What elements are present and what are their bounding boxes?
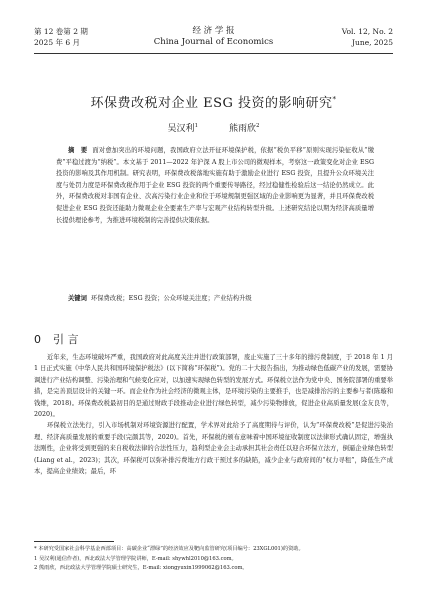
section-heading (34, 331, 91, 347)
author-name: 熊雨欣 (228, 124, 256, 134)
author (229, 124, 260, 134)
author-list (0, 121, 427, 134)
author (168, 124, 199, 134)
section-number: 0 (34, 333, 41, 346)
header-volume-info-en (342, 26, 393, 48)
footnote-author-1: 1 吴汉利(通信作者)，西北政法大学管理学院讲师，E-mail: shywhl2010@163.com。 (34, 555, 237, 562)
abstract (56, 145, 374, 226)
paper-title (0, 92, 427, 111)
abstract-label: 摘 要 (68, 147, 88, 154)
author-mark: 2 (255, 123, 260, 129)
header-volume-en: Vol. 12, No. 2 (341, 27, 393, 36)
abstract-text: 面对愈加突出的环境问题，我国政府立法开征环境保护税，依据“税负平移”原则实现污染征收从“缴费”平稳过渡为“纳税”。本文基于 2011—2022 年沪深 A 股上市公司的微观样本，考察这一政策变化对企业 ESG 投资的影响及其作用机制。研究表明，环保费改税落地实施有助于激励企业进行 ESG 投资，且提升公众环境关注度与处罚力度是环保费改税作用于企业 ESG 投资的两个重要传导路径，经过稳健性检验后这一结论仍然成立。此外，环保费改税对非国有企业、次高污染行业企业和位于环境规制更强区域的企业影响更为显著，并且环保费改税促进企业 ESG 投资还能助力微观企业全要素生产率与宏观产业结构转型升级。上述研究结论以期为经济高质量增长提供理论参考，为推进环境税制的完善提供决策依据。 (56, 147, 374, 224)
journal-name-en: China Journal of Economics (153, 37, 274, 47)
keywords (56, 293, 374, 304)
header-date: 2025 年 6 月 (34, 38, 81, 47)
keywords-label: 关键词 (68, 295, 87, 302)
paper-title-text: 环保费改税对企业 ESG 投资的影响研究 (90, 96, 333, 111)
keywords-text: 环保费改税；ESG 投资；公众环境关注度；产业结构升级 (90, 295, 252, 302)
header-date-en: June, 2025 (352, 38, 393, 47)
header-journal (34, 26, 393, 48)
footnote-author-2: 2 熊雨欣，西北政法大学管理学院硕士研究生，E-mail: xiongyuxin1999062@163.com。 (34, 565, 248, 571)
journal-name-cn: 经 济 学 报 (192, 26, 235, 36)
author-mark: 1 (194, 123, 199, 129)
header-volume: 第 12 卷第 2 期 (34, 27, 88, 36)
body-text (34, 352, 393, 477)
title-footnote-mark: * (332, 95, 337, 104)
body-paragraph: 近年来，生态环境破坏严重，我国政府对此高度关注并进行政策部署，废止实施了三十多年的排污费制度，于 2018 年 1 月 1 日正式实施《中华人民共和国环境保护税法》(以下简称“环保税”)。党的二十大报告指出，为推动绿色低碳产业的发展，需要协调进行产业结构调整、污染治理和气候变化应对，以加速实现绿色转型的发展方式。环保税立法作为党中央、国务院部署的重要举措，是完善顶层设计的关键一环。而企业作为社会经济的微观主体，是环境污染的主要推手，也是减排治污的主要参与者(陈璇和钱维，2018)。环保费改税最初目的是通过财政手段推动企业进行绿色转型，减少污染物排放，促进企业高质量发展(金友良等，2020)。 (34, 354, 393, 419)
footnotes (34, 545, 393, 574)
footnote-funding: * 本研究受国家社会科学基金西部项目：高碳企业“漂绿”的经济效应及靶向监管研究(项目编号：23XGL001)的资助。 (34, 546, 304, 552)
author-name: 吴汉利 (167, 124, 195, 134)
footnote-rule (34, 541, 114, 542)
section-title: 引 言 (53, 333, 79, 346)
header-rule (34, 53, 393, 54)
body-paragraph: 环保税立法先行，引入市场机制对环境资源进行配置，学术界对此给予了高度期待与评价，认为“环保费改税”是促进污染治理、经济高质量发展的重要手段(完颜其等，2020)。首先，环保税的颁布意味着中国环境征收制度以法律形式确认固定，增强执法刚性，企业将受到更强的来自税收法律的合法性压力，趋利型企业会主动承担其社会责任以迎合环保立法方，倒逼企业绿色转型(Liang et al.，2023)；其次，环保税可以弥补排污费地方行政干预过多的缺陷，减少企业与政府间的“权力寻租”，降低生产成本，提高企业绩效；最后，环 (34, 422, 393, 476)
